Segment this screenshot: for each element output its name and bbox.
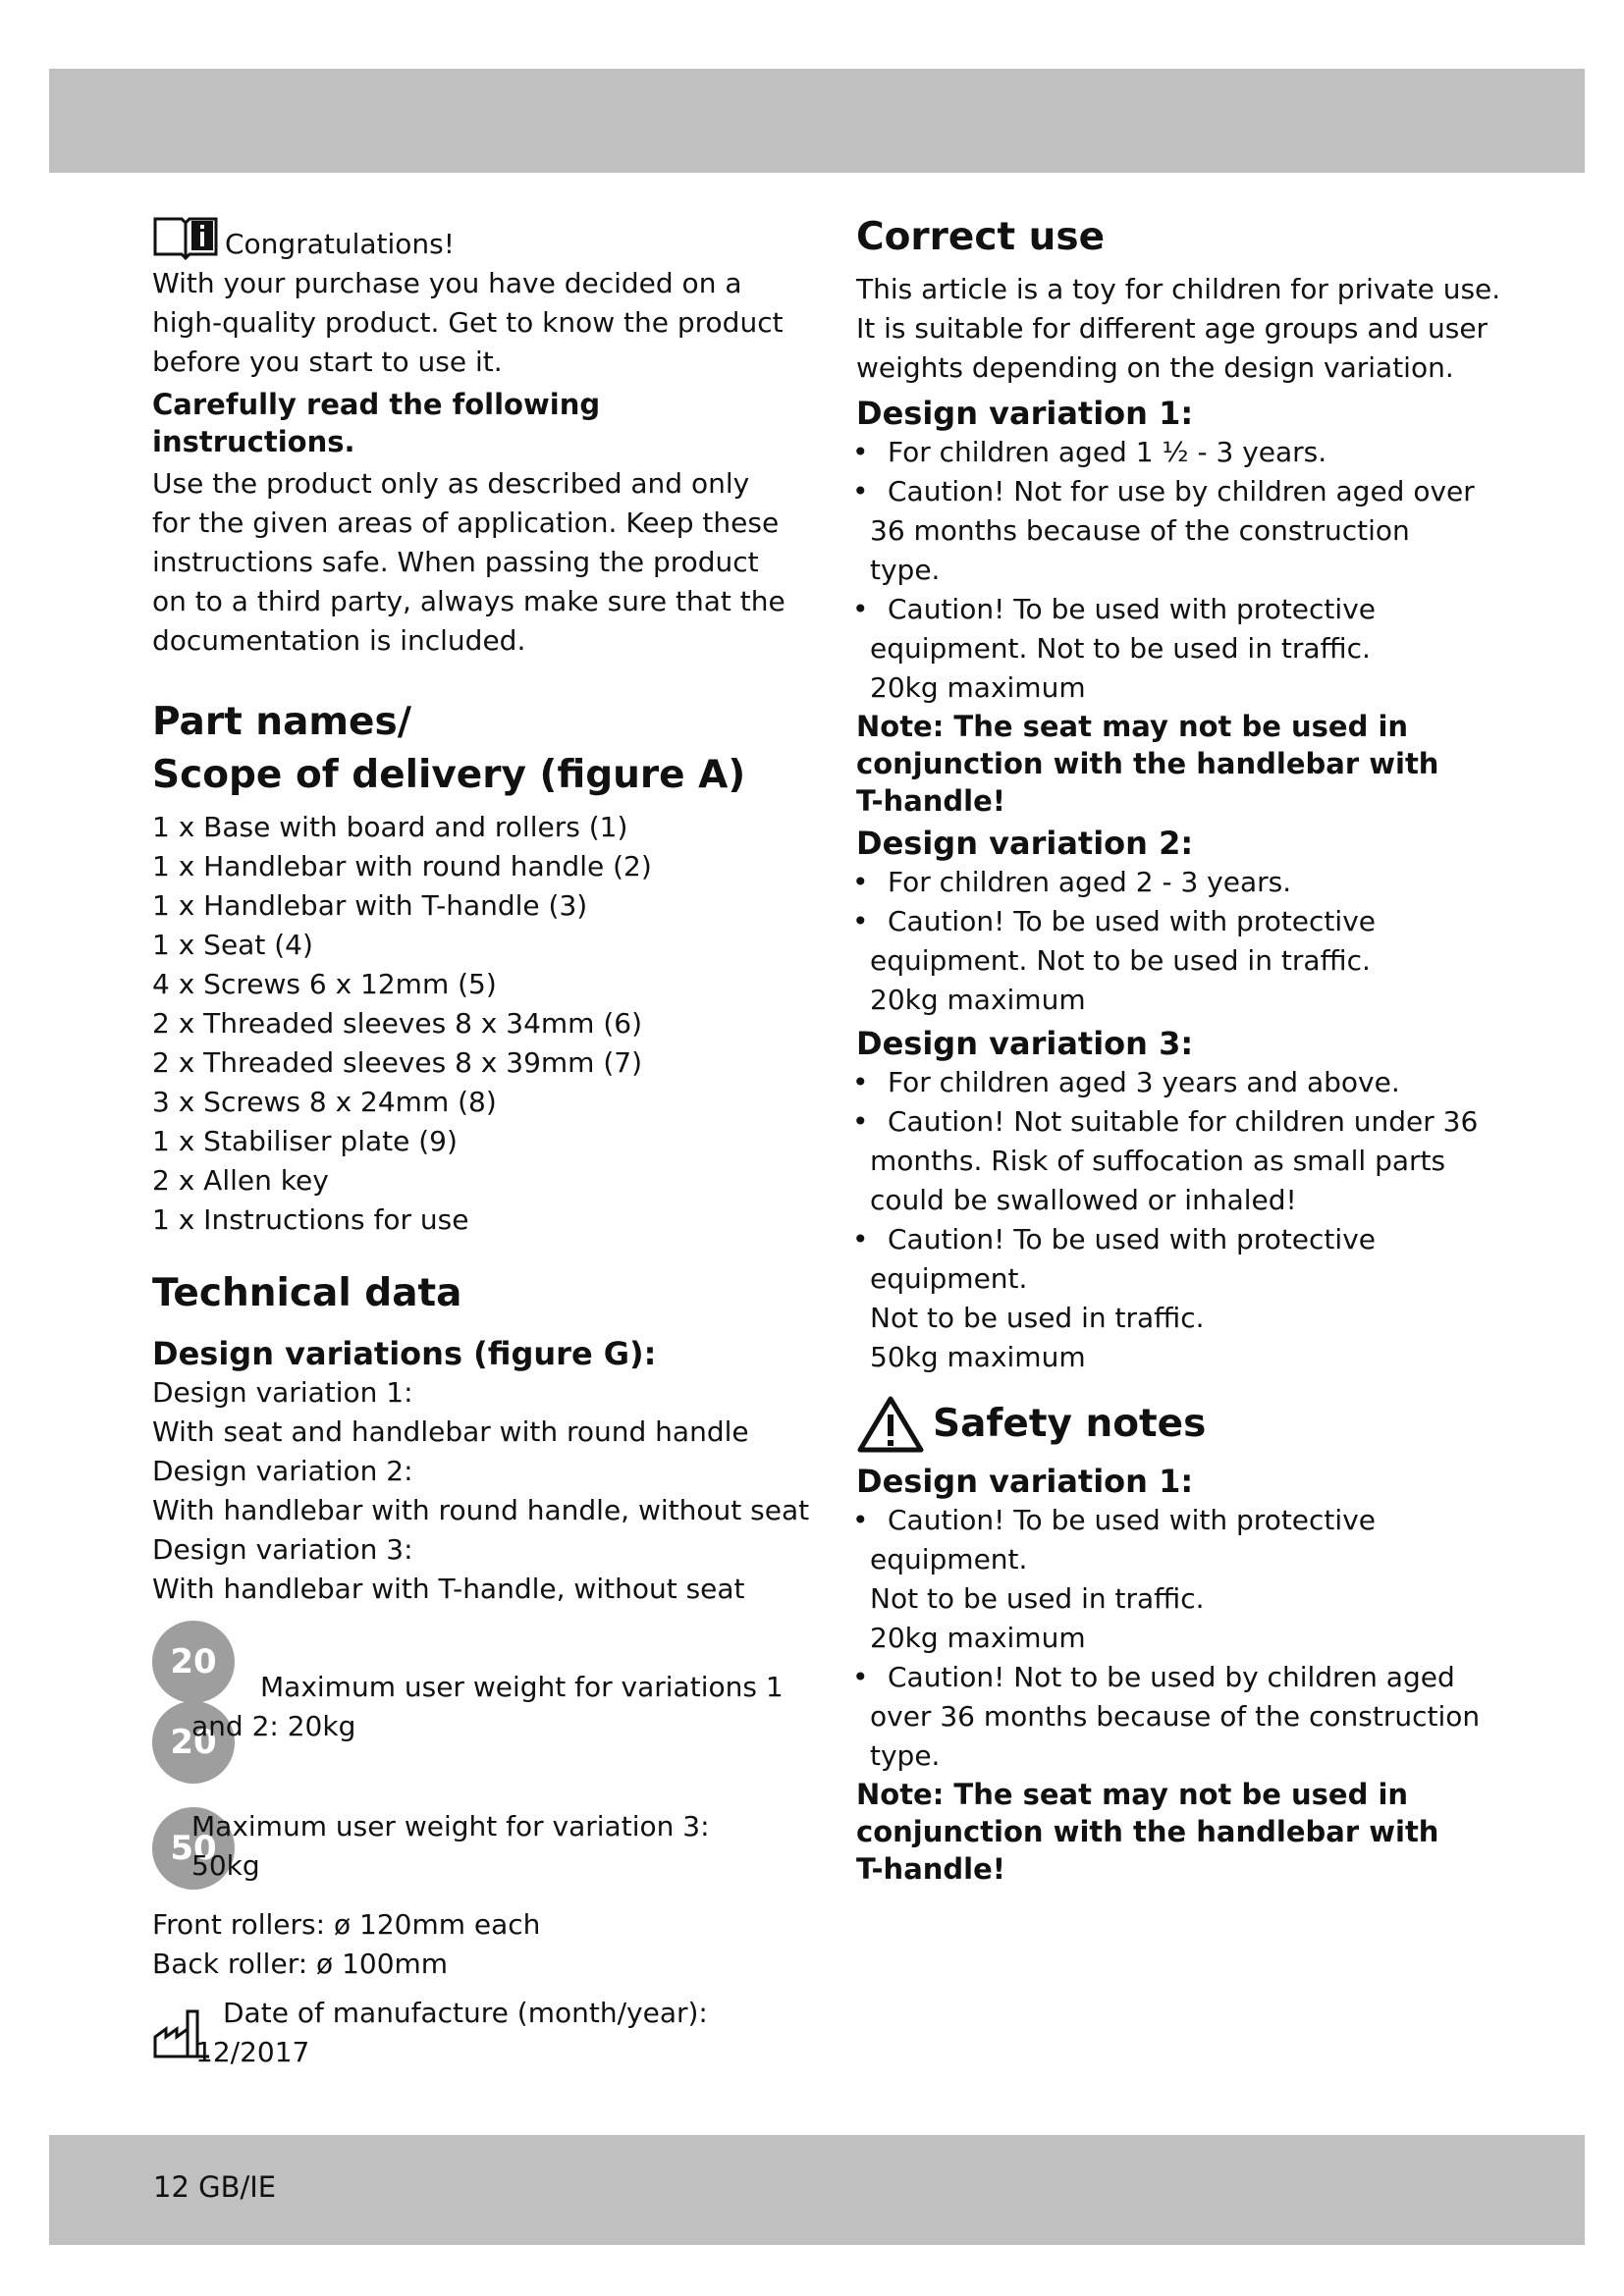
correct-use-line: weights depending on the design variation. <box>856 351 1454 384</box>
list-item: • Caution! Not suitable for children under 36 <box>856 1102 1485 1142</box>
list-item: 2 x Threaded sleeves 8 x 39mm (7) <box>152 1046 643 1079</box>
weight-badges-block <box>152 1621 784 1915</box>
weight-note: Maximum user weight for variations 1 <box>260 1671 784 1703</box>
parts-list <box>152 808 781 1240</box>
safety-notes-title-row <box>856 1395 1485 1454</box>
list-item-cont: equipment. Not to be used in traffic. <box>870 944 1371 977</box>
list-item: • For children aged 3 years and above. <box>856 1063 1485 1102</box>
design-variation-2-heading: Design variation 2: <box>856 825 1194 862</box>
list-item-cont: 20kg maximum <box>870 1622 1086 1654</box>
design-variations-heading: Design variations (figure G): <box>152 1335 657 1372</box>
list-item-cont: equipment. <box>870 1262 1028 1295</box>
list-item-cont: could be swallowed or inhaled! <box>870 1184 1297 1216</box>
list-item-cont: type. <box>870 1739 941 1772</box>
usage-line: for the given areas of application. Keep these <box>152 507 780 539</box>
design-variation-1-heading: Design variation 1: <box>856 395 1194 432</box>
list-item: 1 x Handlebar with T-handle (3) <box>152 889 588 922</box>
list-item: 1 x Seat (4) <box>152 929 313 961</box>
correct-use-heading: Correct use <box>856 215 1106 259</box>
variation-line: With seat and handlebar with round handle <box>152 1415 749 1448</box>
safety-design-variation-1-heading: Design variation 1: <box>856 1463 1194 1500</box>
list-item-cont: over 36 months because of the construction <box>870 1700 1481 1733</box>
read-instructions-heading: instructions. <box>152 425 355 458</box>
safety-notes-heading: Safety notes <box>933 1402 1207 1446</box>
list-item: • Caution! To be used with protective <box>856 902 1485 941</box>
note-line: Note: The seat may not be used in <box>856 1778 1409 1811</box>
correct-use-line: It is suitable for different age groups and user <box>856 312 1489 345</box>
list-item-cont: Not to be used in traffic. <box>870 1582 1205 1615</box>
weight-note: 50kg <box>191 1849 260 1882</box>
list-item: • For children aged 1 ½ - 3 years. <box>856 433 1485 472</box>
usage-line: Use the product only as described and only <box>152 467 750 500</box>
list-item: • Caution! To be used with protective <box>856 590 1485 629</box>
list-item: • Caution! Not for use by children aged over <box>856 472 1485 511</box>
list-item-cont: 36 months because of the construction type. <box>870 514 1410 586</box>
technical-data-heading: Technical data <box>152 1271 462 1315</box>
note-line: conjunction with the handlebar with <box>856 747 1439 780</box>
header-bar <box>49 69 1585 173</box>
list-item-cont: equipment. Not to be used in traffic. <box>870 632 1371 665</box>
list-item: • For children aged 2 - 3 years. <box>856 863 1485 902</box>
manufacture-date-label: Date of manufacture (month/year): <box>223 1997 708 2029</box>
variation-line: Design variation 1: <box>152 1376 413 1409</box>
footer-bar <box>49 2135 1585 2245</box>
list-item-cont: 20kg maximum <box>870 671 1086 704</box>
list-item-cont: equipment. <box>870 1543 1028 1575</box>
list-item: 2 x Threaded sleeves 8 x 34mm (6) <box>152 1007 643 1040</box>
weight-20kg-icon: 20 <box>152 1701 235 1784</box>
variation-line: With handlebar with T-handle, without seat <box>152 1573 745 1605</box>
note-line: conjunction with the handlebar with <box>856 1815 1439 1848</box>
intro-title-row <box>152 211 781 264</box>
parts-heading: Part names/ <box>152 700 411 744</box>
weight-note: Maximum user weight for variation 3: <box>191 1810 710 1842</box>
weight-note: and 2: 20kg <box>191 1710 356 1742</box>
manufacture-date-value: 12/2017 <box>195 2036 310 2068</box>
list-item-cont: 20kg maximum <box>870 984 1086 1016</box>
usage-line: documentation is included. <box>152 624 526 657</box>
list-item-cont: Not to be used in traffic. <box>870 1302 1205 1334</box>
list-item: • Caution! To be used with protective <box>856 1501 1485 1540</box>
design-variation-3-heading: Design variation 3: <box>856 1025 1194 1062</box>
variation-line: Design variation 2: <box>152 1455 413 1487</box>
list-item: 1 x Instructions for use <box>152 1203 469 1236</box>
list-item: • Caution! To be used with protective <box>856 1220 1485 1259</box>
correct-use-line: This article is a toy for children for private use. <box>856 273 1501 305</box>
list-item: 3 x Screws 8 x 24mm (8) <box>152 1086 497 1118</box>
weight-50kg-icon: 50 <box>152 1807 235 1890</box>
intro-title: Congratulations! <box>225 228 455 260</box>
variation-line: Design variation 3: <box>152 1533 413 1566</box>
list-item-cont: 50kg maximum <box>870 1341 1086 1373</box>
list-item-cont: months. Risk of suffocation as small parts <box>870 1145 1446 1177</box>
parts-heading: Scope of delivery (figure A) <box>152 753 746 797</box>
read-manual-icon <box>152 215 219 260</box>
page-number: 12 GB/IE <box>153 2170 277 2204</box>
note-line: Note: The seat may not be used in <box>856 710 1409 743</box>
intro-line: With your purchase you have decided on a <box>152 267 742 299</box>
read-instructions-heading: Carefully read the following <box>152 388 601 421</box>
right-column <box>856 211 1501 1888</box>
manufacture-date-block <box>152 1994 781 2078</box>
back-roller: Back roller: ø 100mm <box>152 1948 449 1980</box>
front-rollers: Front rollers: ø 120mm each <box>152 1908 541 1941</box>
intro-line: before you start to use it. <box>152 346 503 378</box>
warning-icon <box>856 1395 925 1454</box>
usage-line: on to a third party, always make sure that the <box>152 585 785 617</box>
list-item: • Caution! Not to be used by children aged <box>856 1658 1485 1697</box>
list-item: 2 x Allen key <box>152 1164 329 1197</box>
note-line: T-handle! <box>856 784 1006 818</box>
note-line: T-handle! <box>856 1852 1006 1886</box>
list-item: 1 x Handlebar with round handle (2) <box>152 850 652 882</box>
intro-line: high-quality product. Get to know the product <box>152 306 784 339</box>
usage-line: instructions safe. When passing the product <box>152 546 759 578</box>
list-item: 1 x Base with board and rollers (1) <box>152 811 628 843</box>
list-item: 4 x Screws 6 x 12mm (5) <box>152 968 497 1000</box>
left-column <box>152 211 810 2078</box>
variation-line: With handlebar with round handle, without seat <box>152 1494 810 1526</box>
list-item: 1 x Stabiliser plate (9) <box>152 1125 458 1157</box>
weight-20kg-icon: 20 <box>152 1621 235 1703</box>
